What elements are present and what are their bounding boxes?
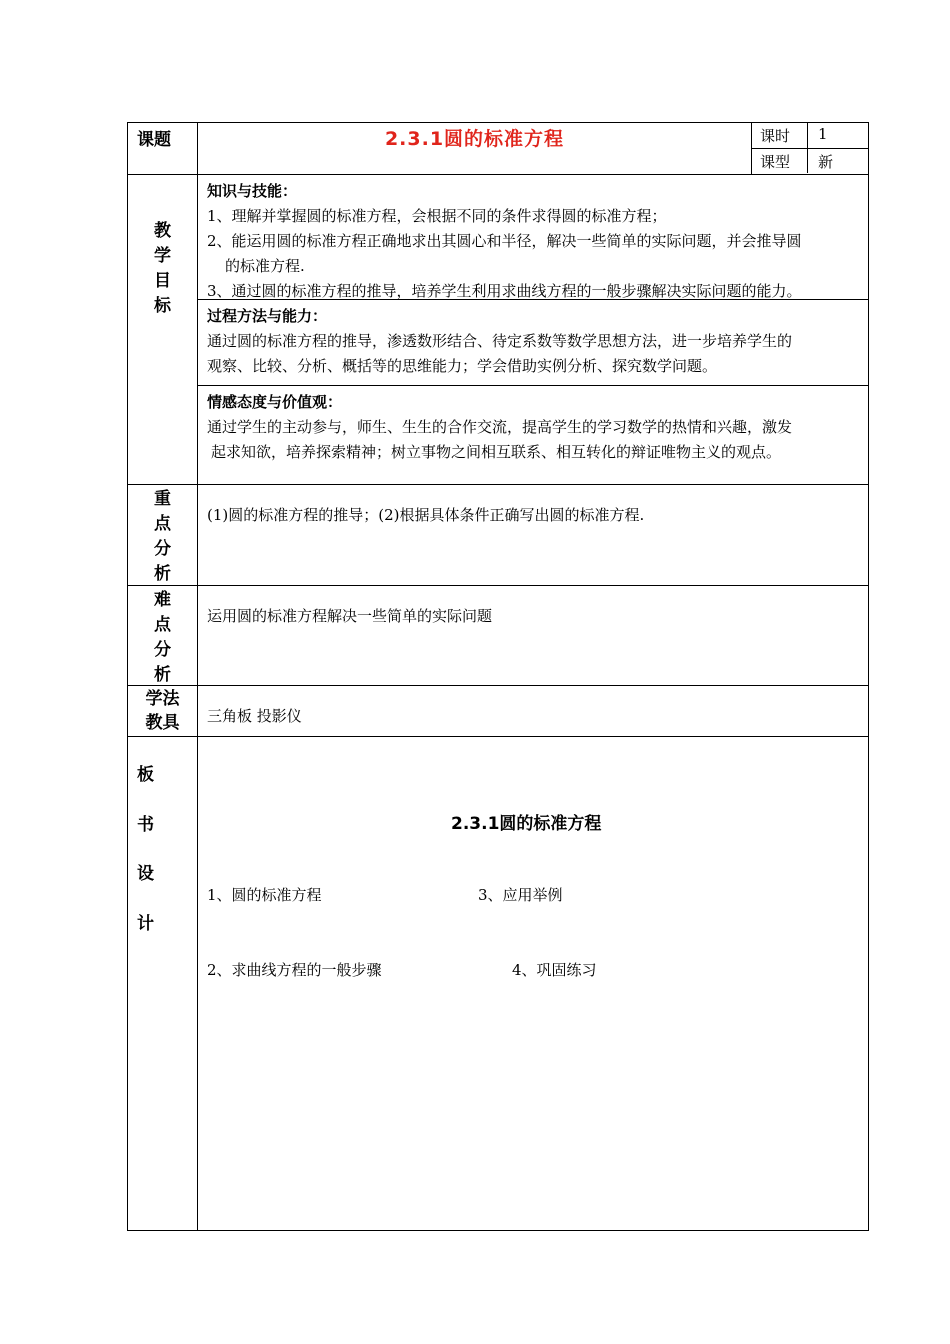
objectives-label-char: 学 bbox=[154, 246, 171, 266]
type-label: 课型 bbox=[752, 149, 808, 173]
board-label-char: 设 bbox=[137, 864, 154, 884]
objectives-label-char: 目 bbox=[154, 271, 171, 291]
board-item: 1、圆的标准方程 bbox=[207, 886, 322, 904]
key-points-label-char: 重 bbox=[154, 489, 171, 509]
process-line: 观察、比较、分析、概括等的思维能力；学会借助实例分析、探究数学问题。 bbox=[207, 357, 718, 375]
key-points-label-char: 析 bbox=[154, 564, 171, 584]
difficulty-label-char: 分 bbox=[154, 640, 171, 660]
objectives-content bbox=[198, 175, 868, 484]
lesson-plan-table bbox=[127, 122, 869, 1231]
key-points-text: (1)圆的标准方程的推导；(2)根据具体条件正确写出圆的标准方程. bbox=[207, 506, 645, 524]
objectives-label-char: 标 bbox=[154, 296, 171, 316]
knowledge-heading: 知识与技能： bbox=[207, 182, 298, 200]
emotion-heading: 情感态度与价值观： bbox=[207, 393, 343, 411]
emotion-line: 起求知欲，培养探索精神；树立事物之间相互联系、相互转化的辩证唯物主义的观点。 bbox=[211, 443, 782, 461]
board-label bbox=[128, 737, 198, 1230]
meta-cell bbox=[751, 123, 868, 174]
process-heading: 过程方法与能力： bbox=[207, 307, 328, 325]
board-item: 3、应用举例 bbox=[478, 886, 563, 904]
title-cell bbox=[198, 123, 751, 174]
difficulty-label-char: 析 bbox=[154, 665, 171, 685]
objectives-label bbox=[128, 175, 198, 484]
tools-label-line: 学法 bbox=[145, 689, 180, 709]
key-points-label-char: 分 bbox=[154, 539, 171, 559]
process-line: 通过圆的标准方程的推导，渗透数形结合、待定系数等数学思想方法，进一步培养学生的 bbox=[207, 332, 793, 350]
lesson-title: 2.3.1圆的标准方程 bbox=[384, 128, 565, 150]
difficulty-row bbox=[128, 585, 868, 685]
knowledge-item: 2、能运用圆的标准方程正确地求出其圆心和半径，解决一些简单的实际问题，并会推导圆 bbox=[207, 232, 802, 250]
knowledge-item: 1、理解并掌握圆的标准方程，会根据不同的条件求得圆的标准方程； bbox=[207, 207, 667, 225]
board-row bbox=[128, 736, 868, 1230]
key-points-row bbox=[128, 484, 868, 585]
board-label-char: 书 bbox=[137, 815, 154, 835]
period-value: 1 bbox=[818, 125, 828, 143]
tools-label-line: 教具 bbox=[145, 713, 180, 733]
objectives-row bbox=[128, 174, 868, 484]
board-content bbox=[198, 737, 868, 1230]
difficulty-label-char: 点 bbox=[154, 615, 171, 635]
type-row bbox=[752, 148, 868, 173]
emotion-line: 通过学生的主动参与，师生、生生的合作交流，提高学生的学习数学的热情和兴趣，激发 bbox=[207, 418, 793, 436]
board-item: 4、巩固练习 bbox=[512, 961, 597, 979]
tools-label bbox=[128, 686, 198, 736]
difficulty-label-char: 难 bbox=[154, 590, 171, 610]
difficulty-text: 运用圆的标准方程解决一些简单的实际问题 bbox=[207, 607, 493, 625]
tools-row bbox=[128, 685, 868, 736]
period-label: 课时 bbox=[752, 123, 808, 148]
type-value: 新 bbox=[818, 153, 834, 171]
board-item: 2、求曲线方程的一般步骤 bbox=[207, 961, 382, 979]
knowledge-section bbox=[198, 175, 868, 299]
knowledge-item: 3、通过圆的标准方程的推导，培养学生利用求曲线方程的一般步骤解决实际问题的能力。 bbox=[207, 282, 802, 300]
board-title: 2.3.1圆的标准方程 bbox=[451, 814, 602, 834]
knowledge-item: 的标准方程. bbox=[225, 257, 305, 275]
board-label-char: 计 bbox=[137, 914, 154, 934]
emotion-section bbox=[198, 385, 868, 483]
header-row bbox=[128, 123, 868, 174]
key-points-label-char: 点 bbox=[154, 514, 171, 534]
topic-label: 课题 bbox=[128, 123, 198, 174]
difficulty-label bbox=[128, 586, 198, 685]
board-label-char: 板 bbox=[137, 765, 154, 785]
process-section bbox=[198, 299, 868, 385]
period-row bbox=[752, 123, 868, 148]
tools-text: 三角板 投影仪 bbox=[207, 707, 302, 725]
key-points-label bbox=[128, 485, 198, 585]
objectives-label-char: 教 bbox=[154, 221, 171, 241]
